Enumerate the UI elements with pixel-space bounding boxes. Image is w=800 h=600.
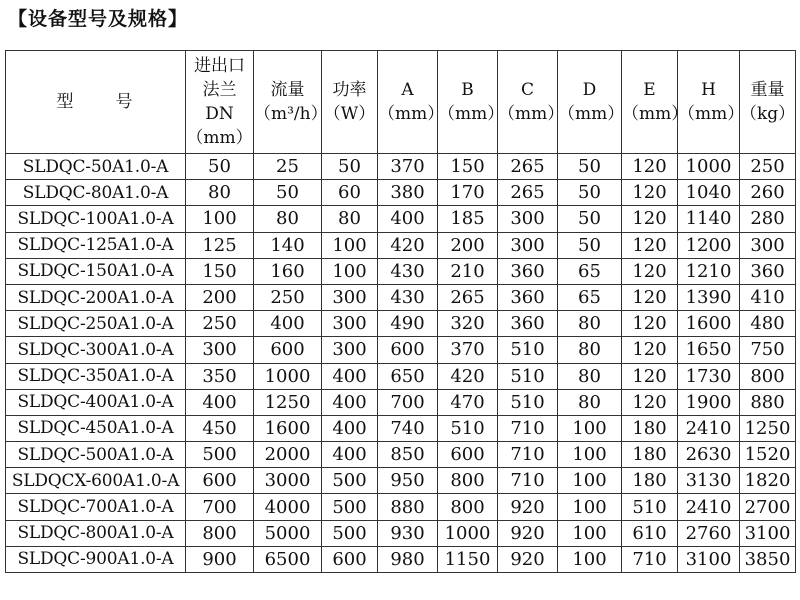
cell-weight: 300: [740, 232, 796, 258]
cell-b: 1000: [438, 520, 498, 546]
cell-weight: 250: [740, 154, 796, 180]
cell-dn: 150: [186, 258, 254, 284]
table-row: [6, 520, 796, 546]
cell-h: 1900: [678, 389, 740, 415]
cell-weight: 1520: [740, 442, 796, 468]
cell-dn: 100: [186, 206, 254, 232]
cell-power: 100: [322, 258, 378, 284]
cell-weight: 410: [740, 284, 796, 310]
cell-h: 1040: [678, 180, 740, 206]
cell-d: 65: [558, 284, 622, 310]
spec-table-body: [6, 154, 796, 573]
cell-c: 510: [498, 389, 558, 415]
cell-h: 2410: [678, 494, 740, 520]
cell-model: SLDQC-450A1.0-A: [6, 415, 186, 441]
cell-dn: 450: [186, 415, 254, 441]
header-h-line2: （mm）: [678, 104, 745, 124]
cell-b: 185: [438, 206, 498, 232]
cell-a: 700: [378, 389, 438, 415]
cell-h: 2630: [678, 442, 740, 468]
cell-power: 300: [322, 311, 378, 337]
cell-weight: 800: [740, 363, 796, 389]
cell-e: 120: [622, 363, 678, 389]
cell-c: 360: [498, 311, 558, 337]
cell-dn: 900: [186, 546, 254, 572]
cell-power: 400: [322, 442, 378, 468]
cell-a: 490: [378, 311, 438, 337]
cell-power: 300: [322, 337, 378, 363]
header-flow: [254, 51, 328, 154]
cell-flow: 25: [254, 154, 322, 180]
cell-e: 180: [622, 442, 678, 468]
header-d-line1: D: [582, 80, 597, 100]
cell-d: 65: [558, 258, 622, 284]
header-power: [322, 51, 378, 154]
cell-e: 120: [622, 258, 678, 284]
cell-power: 400: [322, 363, 378, 389]
header-model: [6, 51, 186, 154]
cell-c: 710: [498, 468, 558, 494]
cell-d: 100: [558, 415, 622, 441]
table-row: [6, 363, 796, 389]
cell-d: 100: [558, 520, 622, 546]
cell-h: 2410: [678, 415, 740, 441]
header-e-line2: （mm）: [622, 104, 689, 124]
cell-d: 50: [558, 154, 622, 180]
cell-model: SLDQC-500A1.0-A: [6, 442, 186, 468]
header-c: [498, 51, 565, 154]
cell-flow: 1000: [254, 363, 322, 389]
cell-d: 100: [558, 494, 622, 520]
cell-d: 50: [558, 180, 622, 206]
header-d: [558, 51, 625, 154]
header-model-line2: 号: [115, 92, 135, 112]
cell-e: 120: [622, 206, 678, 232]
header-c-line2: （mm）: [498, 104, 565, 124]
cell-h: 1140: [678, 206, 740, 232]
header-d-line2: （mm）: [558, 104, 625, 124]
cell-d: 100: [558, 546, 622, 572]
cell-d: 100: [558, 442, 622, 468]
cell-dn: 300: [186, 337, 254, 363]
cell-model: SLDQC-900A1.0-A: [6, 546, 186, 572]
cell-weight: 1250: [740, 415, 796, 441]
cell-b: 370: [438, 337, 498, 363]
cell-model: SLDQC-800A1.0-A: [6, 520, 186, 546]
cell-model: SLDQC-250A1.0-A: [6, 311, 186, 337]
cell-c: 360: [498, 284, 558, 310]
cell-c: 300: [498, 232, 558, 258]
header-weight-line2: （kg）: [740, 104, 796, 124]
cell-d: 80: [558, 363, 622, 389]
cell-power: 80: [322, 206, 378, 232]
cell-a: 930: [378, 520, 438, 546]
cell-d: 80: [558, 389, 622, 415]
table-row: [6, 389, 796, 415]
cell-a: 980: [378, 546, 438, 572]
header-h-line1: H: [701, 80, 716, 100]
cell-e: 120: [622, 337, 678, 363]
cell-a: 850: [378, 442, 438, 468]
cell-weight: 480: [740, 311, 796, 337]
cell-model: SLDQCX-600A1.0-A: [6, 468, 186, 494]
cell-a: 430: [378, 284, 438, 310]
cell-model: SLDQC-300A1.0-A: [6, 337, 186, 363]
header-power-line1: 功率: [332, 80, 367, 100]
table-row: [6, 180, 796, 206]
cell-weight: 360: [740, 258, 796, 284]
cell-e: 120: [622, 284, 678, 310]
cell-weight: 750: [740, 337, 796, 363]
cell-h: 1600: [678, 311, 740, 337]
cell-b: 170: [438, 180, 498, 206]
cell-h: 1200: [678, 232, 740, 258]
cell-c: 510: [498, 337, 558, 363]
cell-e: 120: [622, 389, 678, 415]
cell-power: 400: [322, 415, 378, 441]
header-weight-line1: 重量: [750, 80, 785, 100]
table-row: [6, 311, 796, 337]
cell-c: 265: [498, 180, 558, 206]
cell-h: 1210: [678, 258, 740, 284]
cell-flow: 5000: [254, 520, 322, 546]
cell-a: 740: [378, 415, 438, 441]
cell-flow: 6500: [254, 546, 322, 572]
table-row: [6, 468, 796, 494]
spec-table: [5, 50, 796, 573]
table-row: [6, 415, 796, 441]
table-row: [6, 284, 796, 310]
cell-h: 1390: [678, 284, 740, 310]
cell-dn: 200: [186, 284, 254, 310]
cell-h: 2760: [678, 520, 740, 546]
cell-dn: 250: [186, 311, 254, 337]
cell-power: 50: [322, 154, 378, 180]
cell-b: 320: [438, 311, 498, 337]
table-row: [6, 337, 796, 363]
cell-e: 120: [622, 311, 678, 337]
header-a: [378, 51, 445, 154]
table-row: [6, 206, 796, 232]
cell-dn: 400: [186, 389, 254, 415]
cell-e: 180: [622, 415, 678, 441]
cell-flow: 160: [254, 258, 322, 284]
cell-model: SLDQC-50A1.0-A: [6, 154, 186, 180]
cell-a: 420: [378, 232, 438, 258]
cell-b: 800: [438, 494, 498, 520]
cell-model: SLDQC-400A1.0-A: [6, 389, 186, 415]
cell-model: SLDQC-125A1.0-A: [6, 232, 186, 258]
cell-dn: 700: [186, 494, 254, 520]
cell-c: 920: [498, 546, 558, 572]
cell-h: 1650: [678, 337, 740, 363]
cell-b: 420: [438, 363, 498, 389]
cell-flow: 50: [254, 180, 322, 206]
cell-model: SLDQC-150A1.0-A: [6, 258, 186, 284]
cell-weight: 2700: [740, 494, 796, 520]
header-dn-line4: （mm）: [186, 128, 253, 148]
cell-dn: 600: [186, 468, 254, 494]
cell-b: 470: [438, 389, 498, 415]
cell-c: 510: [498, 363, 558, 389]
header-dn-line3: DN: [205, 104, 234, 124]
cell-c: 265: [498, 154, 558, 180]
cell-c: 300: [498, 206, 558, 232]
cell-e: 180: [622, 468, 678, 494]
cell-c: 710: [498, 415, 558, 441]
header-flow-line2: （m³/h）: [254, 104, 328, 124]
cell-b: 210: [438, 258, 498, 284]
cell-weight: 280: [740, 206, 796, 232]
cell-power: 100: [322, 232, 378, 258]
header-flow-line1: 流量: [270, 80, 305, 100]
cell-power: 60: [322, 180, 378, 206]
header-dn-line2: 法兰: [202, 80, 237, 100]
cell-flow: 400: [254, 311, 322, 337]
cell-d: 100: [558, 468, 622, 494]
header-dn: [186, 51, 254, 154]
header-b-line2: （mm）: [438, 104, 505, 124]
cell-h: 3130: [678, 468, 740, 494]
table-row: [6, 154, 796, 180]
header-power-line2: （W）: [323, 104, 376, 124]
cell-b: 200: [438, 232, 498, 258]
cell-dn: 50: [186, 154, 254, 180]
cell-power: 600: [322, 546, 378, 572]
cell-dn: 800: [186, 520, 254, 546]
header-dn-line1: 进出口: [194, 56, 245, 76]
cell-a: 880: [378, 494, 438, 520]
cell-weight: 1820: [740, 468, 796, 494]
cell-model: SLDQC-100A1.0-A: [6, 206, 186, 232]
cell-e: 120: [622, 180, 678, 206]
cell-d: 50: [558, 232, 622, 258]
cell-model: SLDQC-700A1.0-A: [6, 494, 186, 520]
cell-dn: 500: [186, 442, 254, 468]
cell-a: 370: [378, 154, 438, 180]
cell-c: 920: [498, 520, 558, 546]
header-a-line2: （mm）: [378, 104, 445, 124]
cell-a: 380: [378, 180, 438, 206]
header-c-line1: C: [520, 80, 534, 100]
cell-model: SLDQC-200A1.0-A: [6, 284, 186, 310]
cell-b: 510: [438, 415, 498, 441]
cell-c: 920: [498, 494, 558, 520]
cell-flow: 1600: [254, 415, 322, 441]
cell-power: 500: [322, 468, 378, 494]
cell-b: 1150: [438, 546, 498, 572]
cell-flow: 1250: [254, 389, 322, 415]
cell-b: 150: [438, 154, 498, 180]
cell-power: 400: [322, 389, 378, 415]
cell-d: 50: [558, 206, 622, 232]
cell-model: SLDQC-350A1.0-A: [6, 363, 186, 389]
cell-dn: 80: [186, 180, 254, 206]
cell-a: 430: [378, 258, 438, 284]
cell-d: 80: [558, 311, 622, 337]
table-row: [6, 232, 796, 258]
cell-weight: 3850: [740, 546, 796, 572]
cell-flow: 600: [254, 337, 322, 363]
cell-a: 950: [378, 468, 438, 494]
cell-power: 300: [322, 284, 378, 310]
cell-flow: 2000: [254, 442, 322, 468]
cell-e: 610: [622, 520, 678, 546]
page-title: 【设备型号及规格】: [8, 8, 189, 30]
cell-weight: 3100: [740, 520, 796, 546]
header-weight: [740, 51, 796, 154]
cell-h: 3100: [678, 546, 740, 572]
cell-e: 120: [622, 154, 678, 180]
cell-flow: 4000: [254, 494, 322, 520]
cell-h: 1730: [678, 363, 740, 389]
cell-dn: 350: [186, 363, 254, 389]
cell-flow: 3000: [254, 468, 322, 494]
cell-flow: 250: [254, 284, 322, 310]
table-row: [6, 442, 796, 468]
header-row: [6, 51, 796, 154]
cell-power: 500: [322, 520, 378, 546]
table-row: [6, 494, 796, 520]
cell-c: 710: [498, 442, 558, 468]
cell-a: 400: [378, 206, 438, 232]
cell-b: 800: [438, 468, 498, 494]
cell-model: SLDQC-80A1.0-A: [6, 180, 186, 206]
table-row: [6, 258, 796, 284]
cell-e: 510: [622, 494, 678, 520]
cell-flow: 80: [254, 206, 322, 232]
table-row: [6, 546, 796, 572]
cell-d: 80: [558, 337, 622, 363]
cell-b: 265: [438, 284, 498, 310]
cell-b: 600: [438, 442, 498, 468]
cell-e: 120: [622, 232, 678, 258]
header-e-line1: E: [643, 80, 656, 100]
cell-weight: 260: [740, 180, 796, 206]
header-model-line1: 型: [56, 92, 76, 112]
header-h: [678, 51, 745, 154]
cell-c: 360: [498, 258, 558, 284]
cell-e: 710: [622, 546, 678, 572]
cell-weight: 880: [740, 389, 796, 415]
header-a-line1: A: [401, 80, 414, 100]
cell-flow: 140: [254, 232, 322, 258]
cell-h: 1000: [678, 154, 740, 180]
header-e: [622, 51, 689, 154]
cell-dn: 125: [186, 232, 254, 258]
cell-a: 650: [378, 363, 438, 389]
header-b: [438, 51, 505, 154]
cell-power: 500: [322, 494, 378, 520]
header-b-line1: B: [461, 80, 474, 100]
cell-a: 600: [378, 337, 438, 363]
